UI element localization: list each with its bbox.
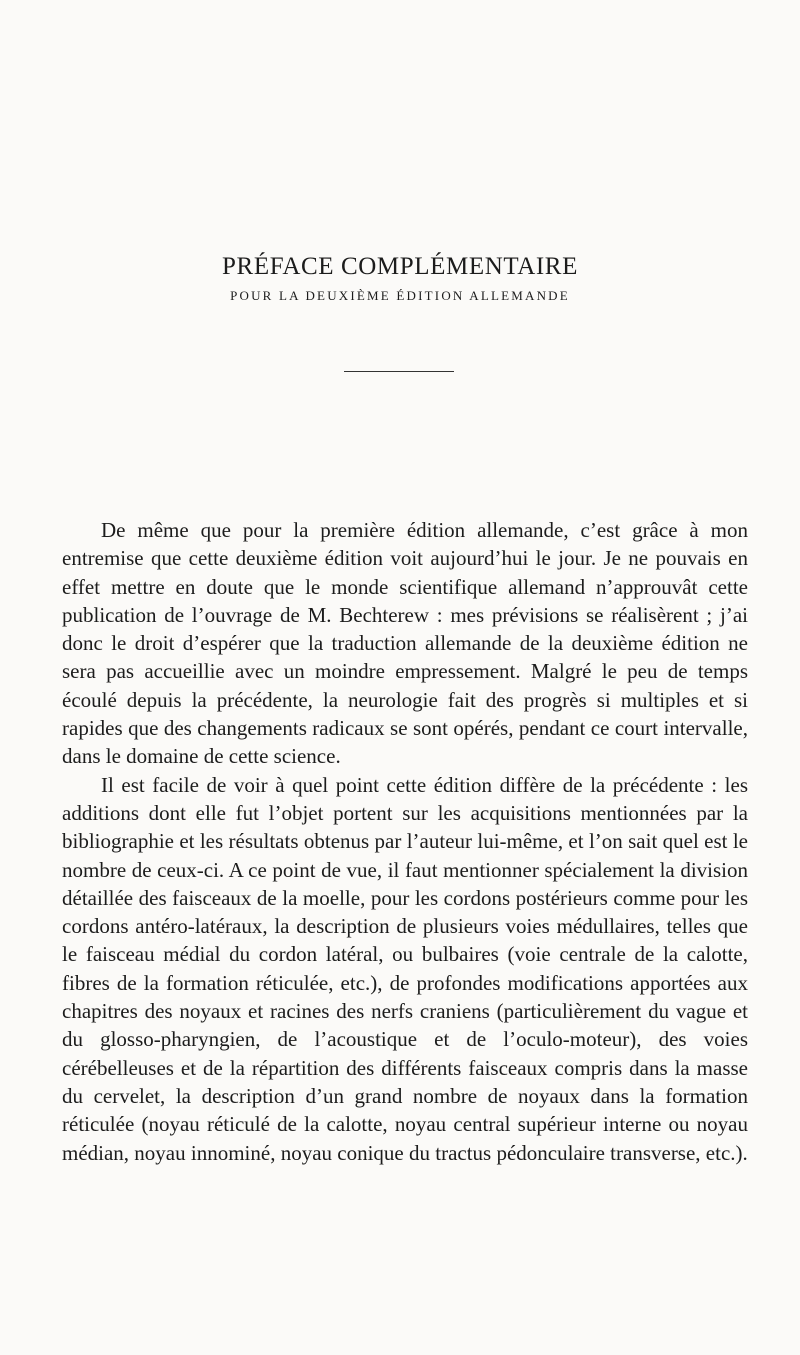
paragraph-2: Il est facile de voir à quel point cette édition diffère de la précédente : les additions dont elle fut l’objet portent sur les acquisitions mentionnées par la bibliographie et les résultats obtenus par l’auteur lui-même, et l’on sait quel est le nombre de ceux-ci. A ce point de vue, il faut mentionner spécialement la division détaillée des faisceaux de la moelle, pour les cordons postérieurs comme pour les cordons antéro-latéraux, la description de plusieurs voies médullaires, telles que le faisceau médial du cordon latéral, ou bulbaires (voie centrale de la calotte, fibres de la formation réticulée, etc.), de profondes modifications apportées aux chapitres des noyaux et racines des nerfs craniens (particulièrement du vague et du glosso-pharyngien, de l’acoustique et de l’oculo-moteur), des voies cérébelleuses et de la répartition des différents faisceaux compris dans la masse du cervelet, la description d’un grand nombre de noyaux dans la formation réticulée (noyau réticulé de la calotte, noyau central supérieur interne ou noyau médian, noyau innominé, noyau conique du tractus pédonculaire transverse, etc.). — [62, 772, 748, 1165]
page-subtitle: POUR LA DEUXIÈME ÉDITION ALLEMANDE — [230, 288, 570, 303]
body-text — [62, 516, 748, 1167]
title-divider — [344, 371, 454, 372]
paragraph-1: De même que pour la première édition allemande, c’est grâce à mon entremise que cette deuxième édition voit aujourd’hui le jour. Je ne pouvais en effet mettre en doute que le monde scientifique allemand n’approuvât cette publication de l’ouvrage de M. Bechterew : mes prévisions se réalisèrent ; j’ai donc le droit d’espérer que la traduction allemande de la deuxième édition ne sera pas accueillie avec un moindre empressement. Malgré le peu de temps écoulé depuis la précédente, la neurologie fait des progrès si multiples et si rapides que des changements radicaux se sont opérés, pendant ce court intervalle, dans le domaine de cette science. — [62, 518, 748, 769]
page-title: PRÉFACE COMPLÉMENTAIRE — [222, 253, 578, 280]
